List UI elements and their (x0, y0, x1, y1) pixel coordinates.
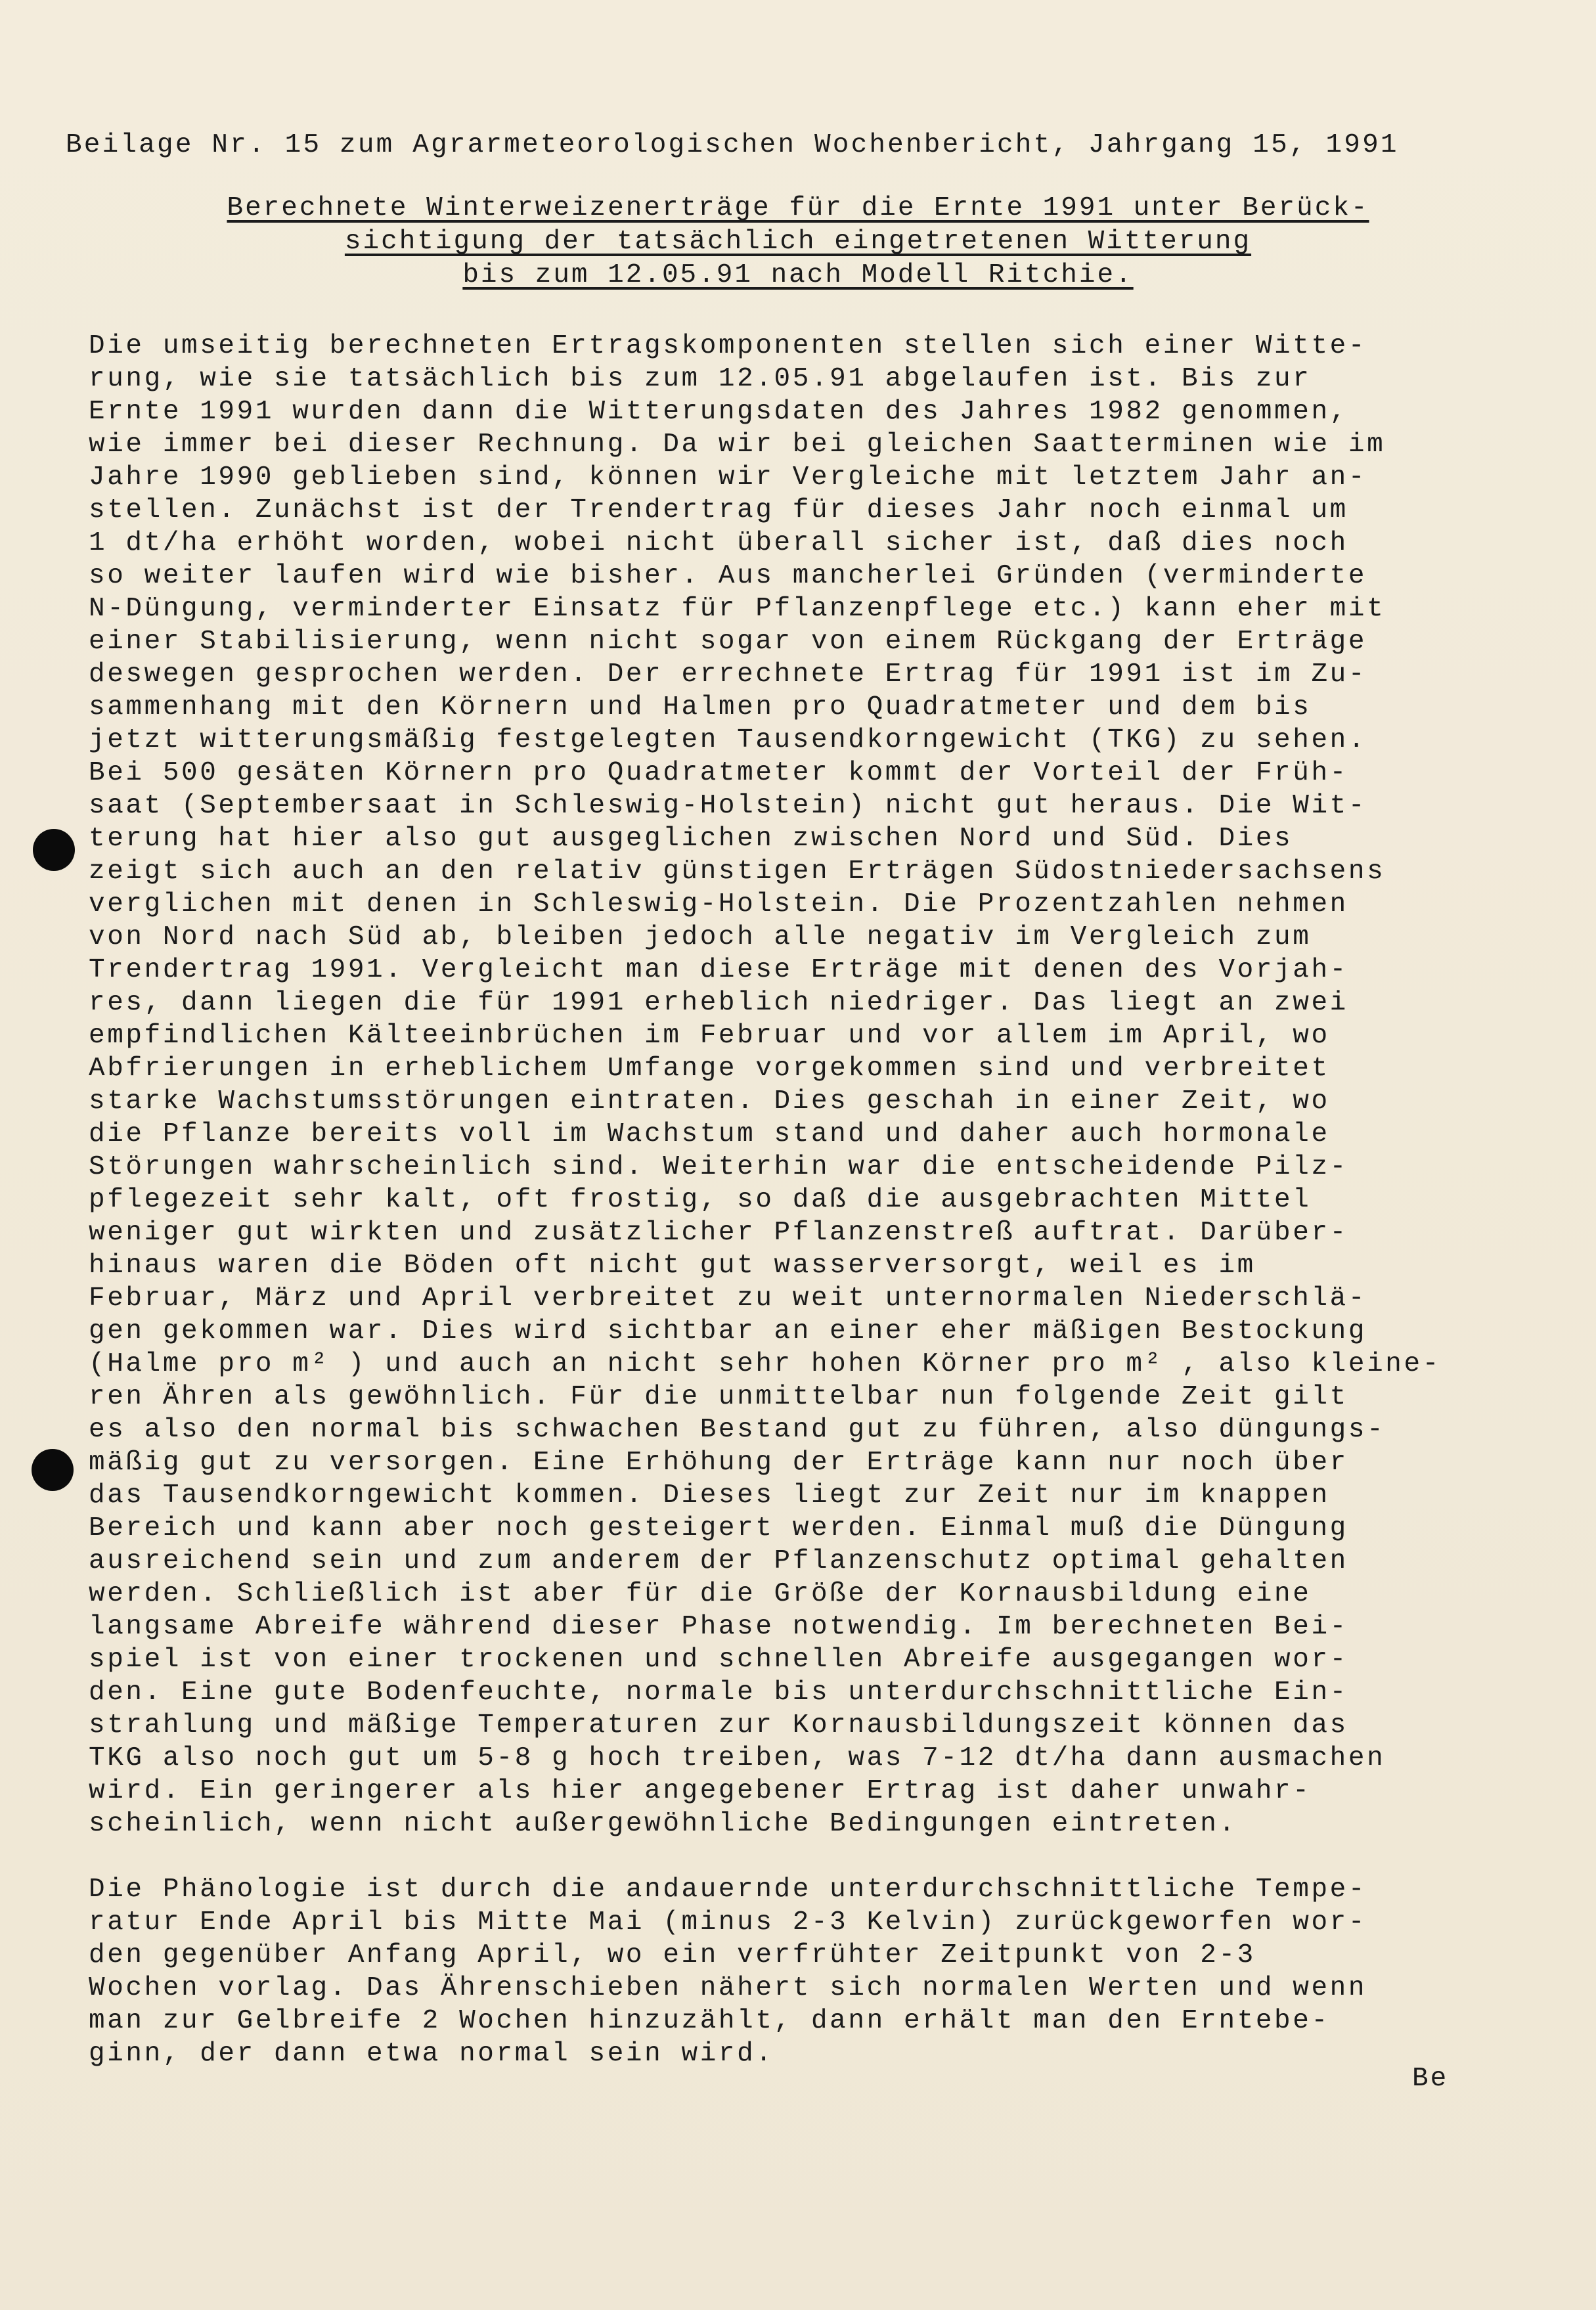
text-line: wie immer bei dieser Rechnung. Da wir bei gleichen Saatterminen wie im (89, 430, 1386, 460)
text-line: N-Düngung, verminderter Einsatz für Pflanzenpflege etc.) kann eher mit (89, 594, 1386, 624)
title-line: bis zum 12.05.91 nach Modell Ritchie. (462, 260, 1134, 290)
text-line: wird. Ein geringerer als hier angegebener Ertrag ist daher unwahr- (89, 1776, 1312, 1806)
text-line: TKG also noch gut um 5-8 g hoch treiben, was 7-12 dt/ha dann ausmachen (89, 1743, 1386, 1773)
text-line: empfindlichen Kälteeinbrüchen im Februar und vor allem im April, wo (89, 1021, 1330, 1051)
text-line: terung hat hier also gut ausgeglichen zwischen Nord und Süd. Dies (89, 824, 1293, 854)
text-line: Abfrierungen in erheblichem Umfange vorgekommen sind und verbreitet (89, 1054, 1330, 1084)
text-line: Bei 500 gesäten Körnern pro Quadratmeter kommt der Vorteil der Früh- (89, 758, 1348, 788)
text-line: man zur Gelbreife 2 Wochen hinzuzählt, dann erhält man den Erntebe- (89, 2006, 1330, 2036)
text-line: 1 dt/ha erhöht worden, wobei nicht überall sicher ist, daß dies noch (89, 528, 1348, 558)
text-line: die Pflanze bereits voll im Wachstum stand und daher auch hormonale (89, 1119, 1330, 1149)
text-line: ausreichend sein und zum anderem der Pflanzenschutz optimal gehalten (89, 1546, 1348, 1576)
text-line: jetzt witterungsmäßig festgelegten Tausendkorngewicht (TKG) zu sehen. (89, 725, 1367, 755)
text-line: von Nord nach Süd ab, bleiben jedoch alle negativ im Vergleich zum (89, 922, 1312, 952)
text-line: mäßig gut zu versorgen. Eine Erhöhung der Erträge kann nur noch über (89, 1448, 1348, 1478)
text-line: Die umseitig berechneten Ertragskomponenten stellen sich einer Witte- (89, 331, 1367, 361)
punch-hole (32, 1449, 74, 1491)
text-line: hinaus waren die Böden oft nicht gut wasserversorgt, weil es im (89, 1251, 1256, 1281)
text-line: ratur Ende April bis Mitte Mai (minus 2-3 Kelvin) zurückgeworfen wor- (89, 1907, 1367, 1938)
document-body (89, 330, 1514, 2070)
paragraph-gap (89, 1840, 1514, 1873)
text-line: den gegenüber Anfang April, wo ein verfrühter Zeitpunkt von 2-3 (89, 1940, 1256, 1970)
punch-hole (33, 829, 75, 871)
document-header: Beilage Nr. 15 zum Agrarmeteorologischen Wochenbericht, Jahrgang 15, 1991 (66, 130, 1399, 160)
text-line: weniger gut wirkten und zusätzlicher Pflanzenstreß auftrat. Darüber- (89, 1218, 1348, 1248)
text-line: gen gekommen war. Dies wird sichtbar an einer eher mäßigen Bestockung (89, 1316, 1367, 1346)
text-line: Februar, März und April verbreitet zu weit unternormalen Niederschlä- (89, 1283, 1367, 1314)
text-line: sammenhang mit den Körnern und Halmen pro Quadratmeter und dem bis (89, 692, 1312, 722)
text-line: ren Ähren als gewöhnlich. Für die unmittelbar nun folgende Zeit gilt (89, 1382, 1348, 1412)
text-line: Die Phänologie ist durch die andauernde unterdurchschnittliche Tempe- (89, 1875, 1367, 1905)
text-line: res, dann liegen die für 1991 erheblich niedriger. Das liegt an zwei (89, 988, 1348, 1018)
text-line: stellen. Zunächst ist der Trendertrag für dieses Jahr noch einmal um (89, 495, 1348, 525)
text-line: Ernte 1991 wurden dann die Witterungsdaten des Jahres 1982 genommen, (89, 397, 1348, 427)
text-line: verglichen mit denen in Schleswig-Holstein. Die Prozentzahlen nehmen (89, 889, 1348, 920)
text-line: (Halme pro m² ) und auch an nicht sehr hohen Körner pro m² , also kleine- (89, 1349, 1441, 1379)
paragraph-2 (89, 1873, 1514, 2070)
text-line: es also den normal bis schwachen Bestand gut zu führen, also düngungs- (89, 1415, 1386, 1445)
text-line: ginn, der dann etwa normal sein wird. (89, 2039, 774, 2069)
text-line: rung, wie sie tatsächlich bis zum 12.05.91 abgelaufen ist. Bis zur (89, 364, 1312, 394)
title-line: Berechnete Winterweizenerträge für die Ernte 1991 unter Berück- (227, 193, 1369, 223)
text-line: saat (Septembersaat in Schleswig-Holstein) nicht gut heraus. Die Wit- (89, 791, 1367, 821)
text-line: strahlung und mäßige Temperaturen zur Kornausbildungszeit können das (89, 1710, 1348, 1741)
text-line: zeigt sich auch an den relativ günstigen Erträgen Südostniedersachsens (89, 856, 1386, 887)
text-line: einer Stabilisierung, wenn nicht sogar von einem Rückgang der Erträge (89, 627, 1367, 657)
text-line: spiel ist von einer trockenen und schnellen Abreife ausgegangen wor- (89, 1645, 1348, 1675)
signature: Be (1412, 2064, 1449, 2094)
title-line: sichtigung der tatsächlich eingetretenen Witterung (344, 227, 1252, 257)
document-title (0, 192, 1596, 292)
text-line: Trendertrag 1991. Vergleicht man diese Erträge mit denen des Vorjah- (89, 955, 1348, 985)
text-line: das Tausendkorngewicht kommen. Dieses liegt zur Zeit nur im knappen (89, 1480, 1330, 1511)
text-line: starke Wachstumsstörungen eintraten. Dies geschah in einer Zeit, wo (89, 1086, 1330, 1117)
text-line: langsame Abreife während dieser Phase notwendig. Im berechneten Bei- (89, 1612, 1348, 1642)
text-line: Bereich und kann aber noch gesteigert werden. Einmal muß die Düngung (89, 1513, 1348, 1544)
text-line: so weiter laufen wird wie bisher. Aus mancherlei Gründen (verminderte (89, 561, 1367, 591)
text-line: werden. Schließlich ist aber für die Größe der Kornausbildung eine (89, 1579, 1312, 1609)
text-line: Störungen wahrscheinlich sind. Weiterhin war die entscheidende Pilz- (89, 1152, 1348, 1182)
text-line: pflegezeit sehr kalt, oft frostig, so daß die ausgebrachten Mittel (89, 1185, 1312, 1215)
text-line: deswegen gesprochen werden. Der errechnete Ertrag für 1991 ist im Zu- (89, 659, 1367, 690)
text-line: Wochen vorlag. Das Ährenschieben nähert sich normalen Werten und wenn (89, 1973, 1367, 2003)
paragraph-1 (89, 330, 1514, 1840)
text-line: scheinlich, wenn nicht außergewöhnliche Bedingungen eintreten. (89, 1809, 1237, 1839)
text-line: den. Eine gute Bodenfeuchte, normale bis unterdurchschnittliche Ein- (89, 1677, 1348, 1708)
text-line: Jahre 1990 geblieben sind, können wir Vergleiche mit letztem Jahr an- (89, 462, 1367, 493)
